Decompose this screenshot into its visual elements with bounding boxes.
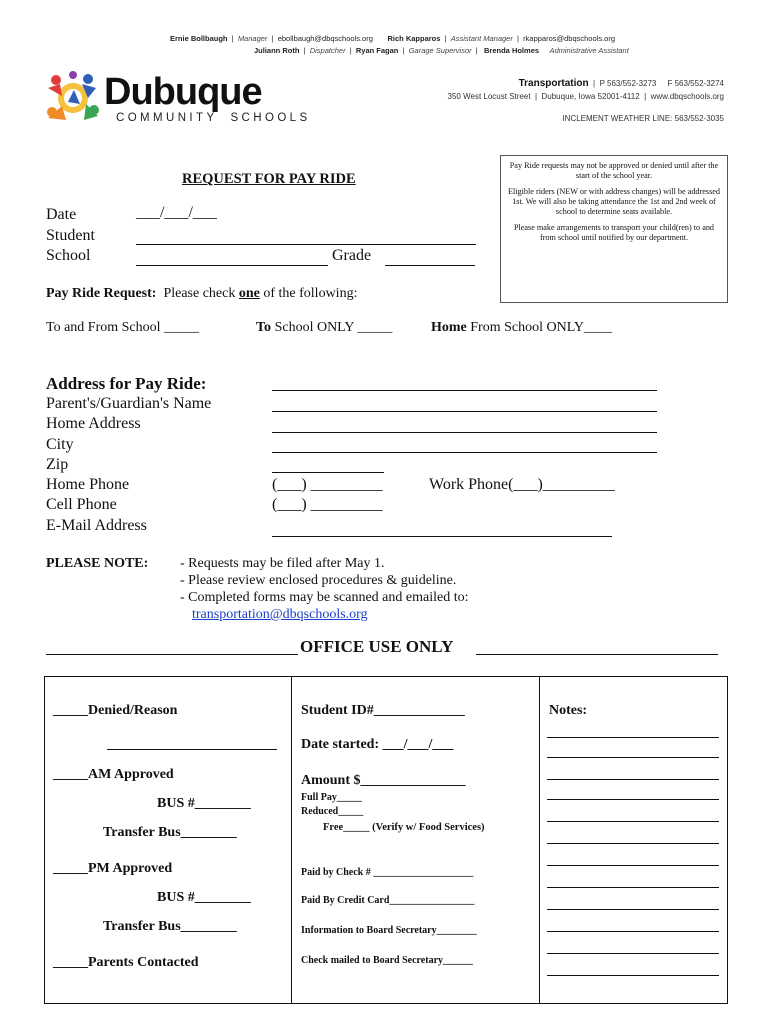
notes-line-9[interactable]	[547, 909, 719, 910]
email-link[interactable]: transportation@dbqschools.org	[192, 607, 368, 622]
dept-contact: Transportation | P 563/552-3273 F 563/552-3274	[518, 78, 724, 89]
notes-line-8[interactable]	[547, 887, 719, 888]
pm-bus-number[interactable]: BUS #________	[157, 890, 251, 905]
form-title: REQUEST FOR PAY RIDE	[182, 171, 356, 187]
cell-phone-label: Cell Phone	[46, 496, 117, 513]
parents-contacted[interactable]: _____Parents Contacted	[53, 955, 199, 970]
zip-field[interactable]	[272, 472, 384, 473]
guardian-name-label: Parent's/Guardian's Name	[46, 395, 212, 412]
date-label: Date	[46, 206, 77, 223]
home-address-field[interactable]	[272, 432, 657, 433]
email-label: E-Mail Address	[46, 517, 147, 534]
home-address-label: Home Address	[46, 415, 141, 432]
date-started[interactable]: Date started: ___/___/___	[301, 737, 454, 752]
email-field[interactable]	[272, 536, 612, 537]
city-label: City	[46, 436, 74, 453]
notes-line-6[interactable]	[547, 843, 719, 844]
office-rule-left	[46, 654, 298, 655]
denied-reason[interactable]: _____Denied/Reason	[53, 703, 178, 718]
option-to-school-only[interactable]: To School ONLY _____	[256, 320, 393, 335]
address-pay-ride-field[interactable]	[272, 390, 657, 391]
notes-line-7[interactable]	[547, 865, 719, 866]
logo-name: Dubuque	[104, 71, 262, 113]
am-approved[interactable]: _____AM Approved	[53, 767, 174, 782]
dept-address: 350 West Locust Street | Dubuque, Iowa 52001-4112 | www.dbqschools.org	[447, 92, 724, 101]
note-item-2: - Please review enclosed procedures & guideline.	[180, 573, 457, 588]
pay-ride-request: Pay Ride Request: Please check one of the following:	[46, 286, 358, 301]
student-field[interactable]	[136, 244, 476, 245]
office-rule-right	[476, 654, 718, 655]
free[interactable]: Free_____ (Verify w/ Food Services)	[323, 822, 485, 833]
option-home-from-school[interactable]: Home From School ONLY____	[431, 320, 612, 335]
notes-line-2[interactable]	[547, 757, 719, 758]
reduced[interactable]: Reduced_____	[301, 806, 364, 817]
notes-line-10[interactable]	[547, 931, 719, 932]
pm-transfer-bus[interactable]: Transfer Bus________	[103, 919, 237, 934]
school-field[interactable]	[136, 265, 328, 266]
paid-by-check[interactable]: Paid by Check # ____________________	[301, 867, 474, 878]
address-heading: Address for Pay Ride:	[46, 374, 207, 393]
logo-subtitle: COMMUNITY SCHOOLS	[116, 112, 311, 124]
cell-phone-field[interactable]: (___) _________	[272, 496, 383, 513]
work-phone-field[interactable]: Work Phone(___)_________	[429, 476, 615, 493]
office-table	[44, 676, 728, 1004]
date-field[interactable]: ___/___/___	[136, 204, 217, 221]
guardian-name-field[interactable]	[272, 411, 657, 412]
denied-reason-line[interactable]	[107, 749, 277, 750]
staff-line-1: Ernie Bollbaugh | Manager | ebollbaugh@dbqschools.org Rich Kapparos | Assistant Manager | rkapparos@dbqschools.org	[170, 34, 615, 43]
inclement-line: INCLEMENT WEATHER LINE: 563/552-3035	[562, 114, 724, 123]
note-item-1: - Requests may be filed after May 1.	[180, 556, 385, 571]
amount[interactable]: Amount $_______________	[301, 773, 466, 788]
notes-label: Notes:	[549, 703, 588, 718]
notes-line-4[interactable]	[547, 799, 719, 800]
paid-by-credit-card[interactable]: Paid By Credit Card_________________	[301, 895, 475, 906]
full-pay[interactable]: Full Pay_____	[301, 792, 362, 803]
zip-label: Zip	[46, 456, 69, 473]
student-id[interactable]: Student ID#_____________	[301, 703, 465, 718]
school-label: School	[46, 247, 91, 264]
office-use-heading: OFFICE USE ONLY	[300, 637, 454, 656]
notes-line-3[interactable]	[547, 779, 719, 780]
staff-line-2: Juliann Roth | Dispatcher | Ryan Fagan | Garage Supervisor | Brenda Holmes Administrative Assistant	[254, 46, 629, 55]
notice-p3: Please make arrangements to transport your child(ren) to and from school until notified by our department.	[513, 223, 715, 242]
grade-label: Grade	[332, 247, 372, 264]
pm-approved[interactable]: _____PM Approved	[53, 861, 173, 876]
option-to-and-from[interactable]: To and From School _____	[46, 320, 200, 335]
check-mailed[interactable]: Check mailed to Board Secretary______	[301, 955, 474, 966]
notes-line-12[interactable]	[547, 975, 719, 976]
note-item-3: - Completed forms may be scanned and emailed to:	[180, 590, 469, 605]
notice-p1: Pay Ride requests may not be approved or denied until after the start of the school year.	[509, 161, 719, 180]
student-label: Student	[46, 227, 95, 244]
notes-line-5[interactable]	[547, 821, 719, 822]
am-bus-number[interactable]: BUS #________	[157, 796, 251, 811]
please-note-label: PLEASE NOTE:	[46, 556, 149, 571]
dcs-logo-icon	[44, 70, 102, 126]
info-to-board[interactable]: Information to Board Secretary________	[301, 925, 477, 936]
notice-p2: Eligible riders (NEW or with address changes) will be addressed 1st. We will also be taking attendance the 1st and 2nd week of school to determine seats available.	[508, 187, 720, 216]
grade-field[interactable]	[385, 265, 475, 266]
home-phone-field[interactable]: (___) _________	[272, 476, 383, 493]
city-field[interactable]	[272, 452, 657, 453]
am-transfer-bus[interactable]: Transfer Bus________	[103, 825, 237, 840]
home-phone-label: Home Phone	[46, 476, 130, 493]
notes-line-11[interactable]	[547, 953, 719, 954]
notes-line-1[interactable]	[547, 737, 719, 738]
notice-box	[500, 155, 728, 303]
